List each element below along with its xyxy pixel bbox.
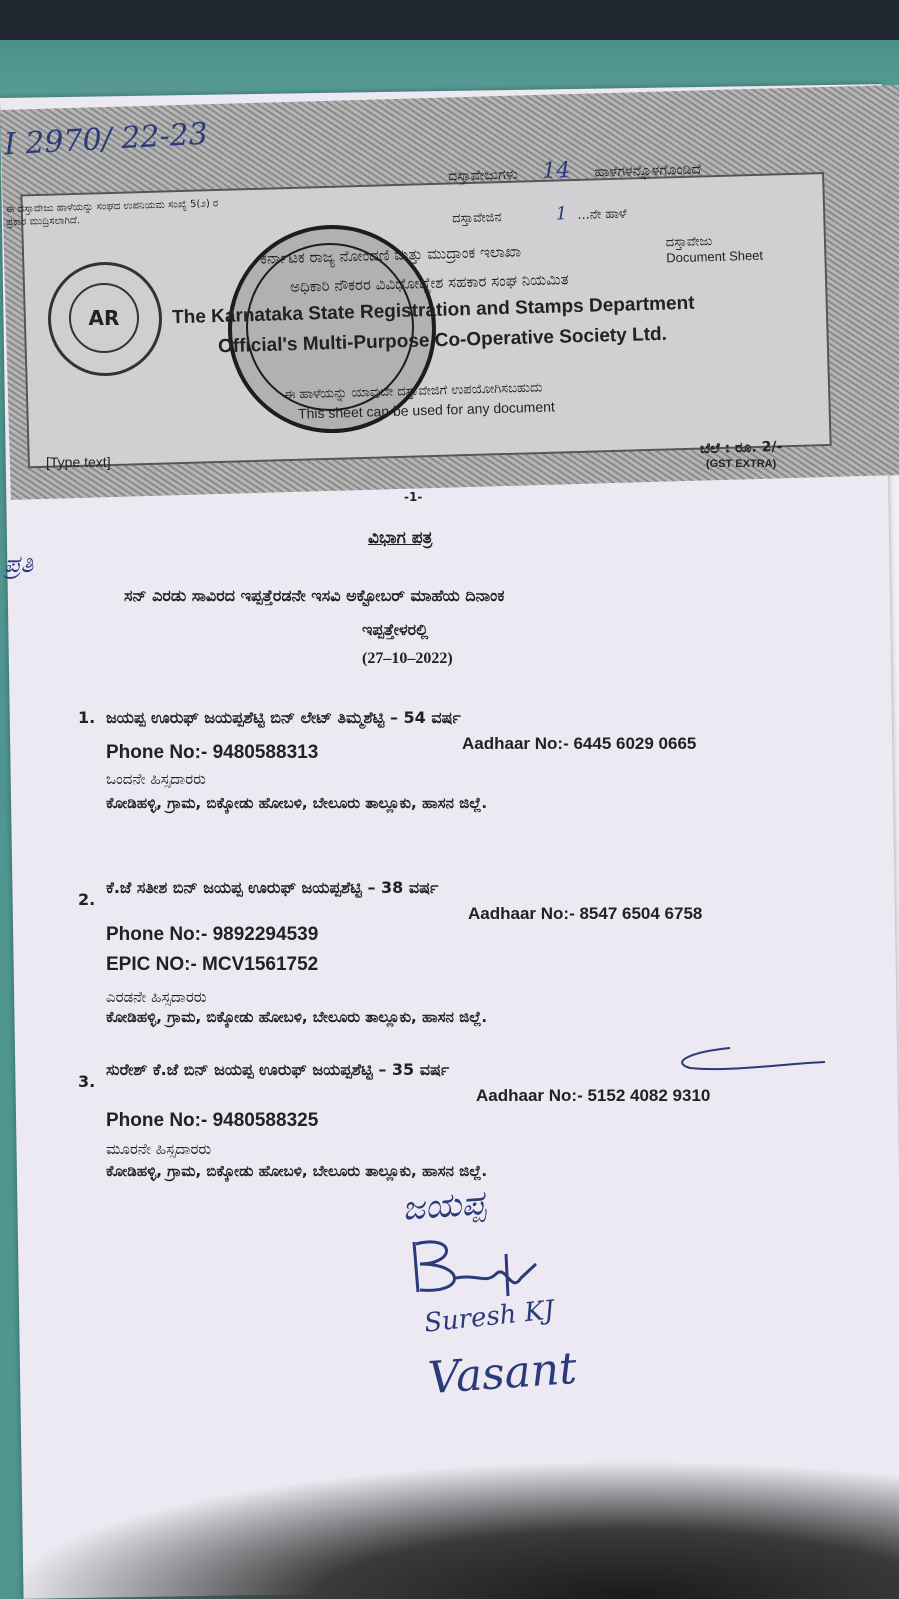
party-2-address: ಕೋಡಿಹಳ್ಳಿ, ಗ್ರಾಮ, ಬಿಕ್ಕೋಡು ಹೋಬಳಿ, ಬೇಲೂರು ತಾಲ್ಲೂಕು, ಹಾಸನ ಜಿಲ್ಲೆ.	[106, 1008, 488, 1026]
party-3-phone: Phone No:- 9480588325	[106, 1110, 319, 1131]
party-1-aadhaar: Aadhaar No:- 6445 6029 0665	[462, 734, 697, 753]
stamp-gst: (GST EXTRA)	[706, 458, 777, 470]
ar-seal	[48, 262, 162, 376]
party-2-epic: EPIC NO:- MCV1561752	[106, 954, 319, 975]
ar-seal-label: AR	[69, 283, 139, 353]
party-1-role: ಒಂದನೇ ಹಿಸ್ಸದಾರರು	[106, 770, 206, 788]
party-3-number: 3.	[78, 1072, 96, 1091]
sheet-count-value: 14	[541, 158, 571, 184]
pen-stroke	[660, 1042, 830, 1082]
party-3-role: ಮೂರನೇ ಹಿಸ್ಸದಾರರು	[106, 1140, 212, 1158]
stamp-use-note-kannada: ಈ ಹಾಳೆಯನ್ನು ಯಾವುದೇ ದಸ್ತಾವೇಜಿಗೆ ಉಪಯೋಗಿಸಬಹುದು	[283, 380, 543, 403]
party-2-aadhaar: Aadhaar No:- 8547 6504 6758	[468, 904, 703, 923]
party-2-role: ಎರಡನೇ ಹಿಸ್ಸದಾರರು	[106, 988, 207, 1006]
stamp-kannada-line-1: ಕರ್ನಾಟಕ ರಾಜ್ಯ ನೋಂದಣಿ ಮತ್ತು ಮುದ್ರಾಂಕ ಇಲಾಖಾ	[259, 242, 522, 268]
handwritten-reference-number: I 2970/ 22-23	[3, 116, 209, 163]
party-1-name: ಜಯಪ್ಪ ಊರುಫ್ ಜಯಪ್ಪಶೆಟ್ಟಿ ಬಿನ್ ಲೇಟ್ ತಿಮ್ಮಶೆಟ್ಟಿ – 54 ವರ್ಷ	[106, 708, 461, 727]
stamp-english-line-2: Official's Multi-Purpose Co-Operative Society Ltd.	[217, 323, 668, 358]
date-numeric: (27–10–2022)	[362, 650, 453, 667]
party-3-aadhaar: Aadhaar No:- 5152 4082 9310	[476, 1086, 711, 1105]
party-3-name: ಸುರೇಶ್ ಕೆ.ಜೆ ಬಿನ್ ಜಯಪ್ಪ ಊರುಫ್ ಜಯಪ್ಪಶೆಟ್ಟಿ – 35 ವರ್ಷ	[106, 1060, 450, 1079]
party-2-number: 2.	[78, 890, 96, 909]
document-sheet-english: Document Sheet	[666, 247, 764, 266]
signature-3: Suresh KJ	[422, 1295, 556, 1339]
signature-4: Vasant	[426, 1342, 579, 1405]
party-1-number: 1.	[78, 708, 96, 727]
margin-handwritten-mark: ಪ್ರತಿ	[4, 550, 34, 578]
party-1-address: ಕೋಡಿಹಳ್ಳಿ, ಗ್ರಾಮ, ಬಿಕ್ಕೋಡು ಹೋಬಳಿ, ಬೇಲೂರು ತಾಲ್ಲೂಕು, ಹಾಸನ ಜಿಲ್ಲೆ.	[106, 794, 488, 812]
bottom-shadow	[0, 1460, 899, 1599]
date-line-2: ಇಪ್ಪತ್ತೇಳರಲ್ಲಿ	[362, 620, 429, 639]
stamp-type-text: [Type text]	[46, 454, 111, 470]
stamp-price: ಬೆಲೆ : ರೂ. 2/-	[699, 438, 783, 458]
sheet-count-label: ದಸ್ತಾವೇಜುಗಳು	[447, 166, 519, 185]
sheet-number-label: ದಸ್ತಾವೇಜಿನ	[451, 210, 502, 227]
party-2-phone: Phone No:- 9892294539	[106, 924, 319, 945]
date-line-1: ಸನ್ ಎರಡು ಸಾವಿರದ ಇಪ್ಪತ್ತೆರಡನೇ ಇಸವಿ ಅಕ್ಟೋಬರ್ ಮಾಹೆಯ ದಿನಾಂಕ	[124, 586, 505, 605]
stamp-kannada-line-2: ಅಧಿಕಾರಿ ನೌಕರರ ವಿವಿಧೋದ್ದೇಶ ಸಹಕಾರ ಸಂಘ ನಿಯಮಿತ	[289, 270, 569, 296]
sheet-count-suffix: ಹಾಳೆಗಳನ್ನೊಳಗೊಂಡಿದೆ	[594, 161, 702, 181]
document-sheet-label	[666, 233, 764, 266]
party-2-name: ಕೆ.ಜೆ ಸತೀಶ ಬಿನ್ ಜಯಪ್ಪ ಊರುಫ್ ಜಯಪ್ಪಶೆಟ್ಟಿ – 38 ವರ್ಷ	[106, 878, 439, 897]
sheet-number-suffix: ...ನೇ ಹಾಳೆ	[577, 206, 627, 223]
signature-2	[396, 1234, 556, 1304]
party-3-address: ಕೋಡಿಹಳ್ಳಿ, ಗ್ರಾಮ, ಬಿಕ್ಕೋಡು ಹೋಬಳಿ, ಬೇಲೂರು ತಾಲ್ಲೂಕು, ಹಾಸನ ಜಿಲ್ಲೆ.	[106, 1162, 488, 1180]
signature-1: ಜಯಪ್ಪ	[400, 1183, 487, 1229]
stamp-left-note: ಈ ದಸ್ತಾವೇಜು ಹಾಳೆಯನ್ನು ಸಂಘದ ಉಪನಿಯಮ ಸಂಖ್ಯೆ 5(೨) ರ ಪ್ರಕಾರ ಮುದ್ರಿಸಲಾಗಿದೆ.	[5, 198, 219, 229]
page-marker: -1-	[404, 490, 423, 504]
background-dark-strip	[0, 0, 899, 40]
stamp-use-note-english: This sheet can be used for any document	[297, 398, 556, 422]
sheet-number-value: 1	[555, 203, 568, 225]
document-sheet-kannada: ದಸ್ತಾವೇಜು	[665, 234, 713, 251]
document-title: ವಿಭಾಗ ಪತ್ರ	[368, 528, 433, 548]
party-1-phone: Phone No:- 9480588313	[106, 742, 319, 763]
stamp-english-line-1: The Karnataka State Registration and Stamps Department	[171, 292, 695, 329]
